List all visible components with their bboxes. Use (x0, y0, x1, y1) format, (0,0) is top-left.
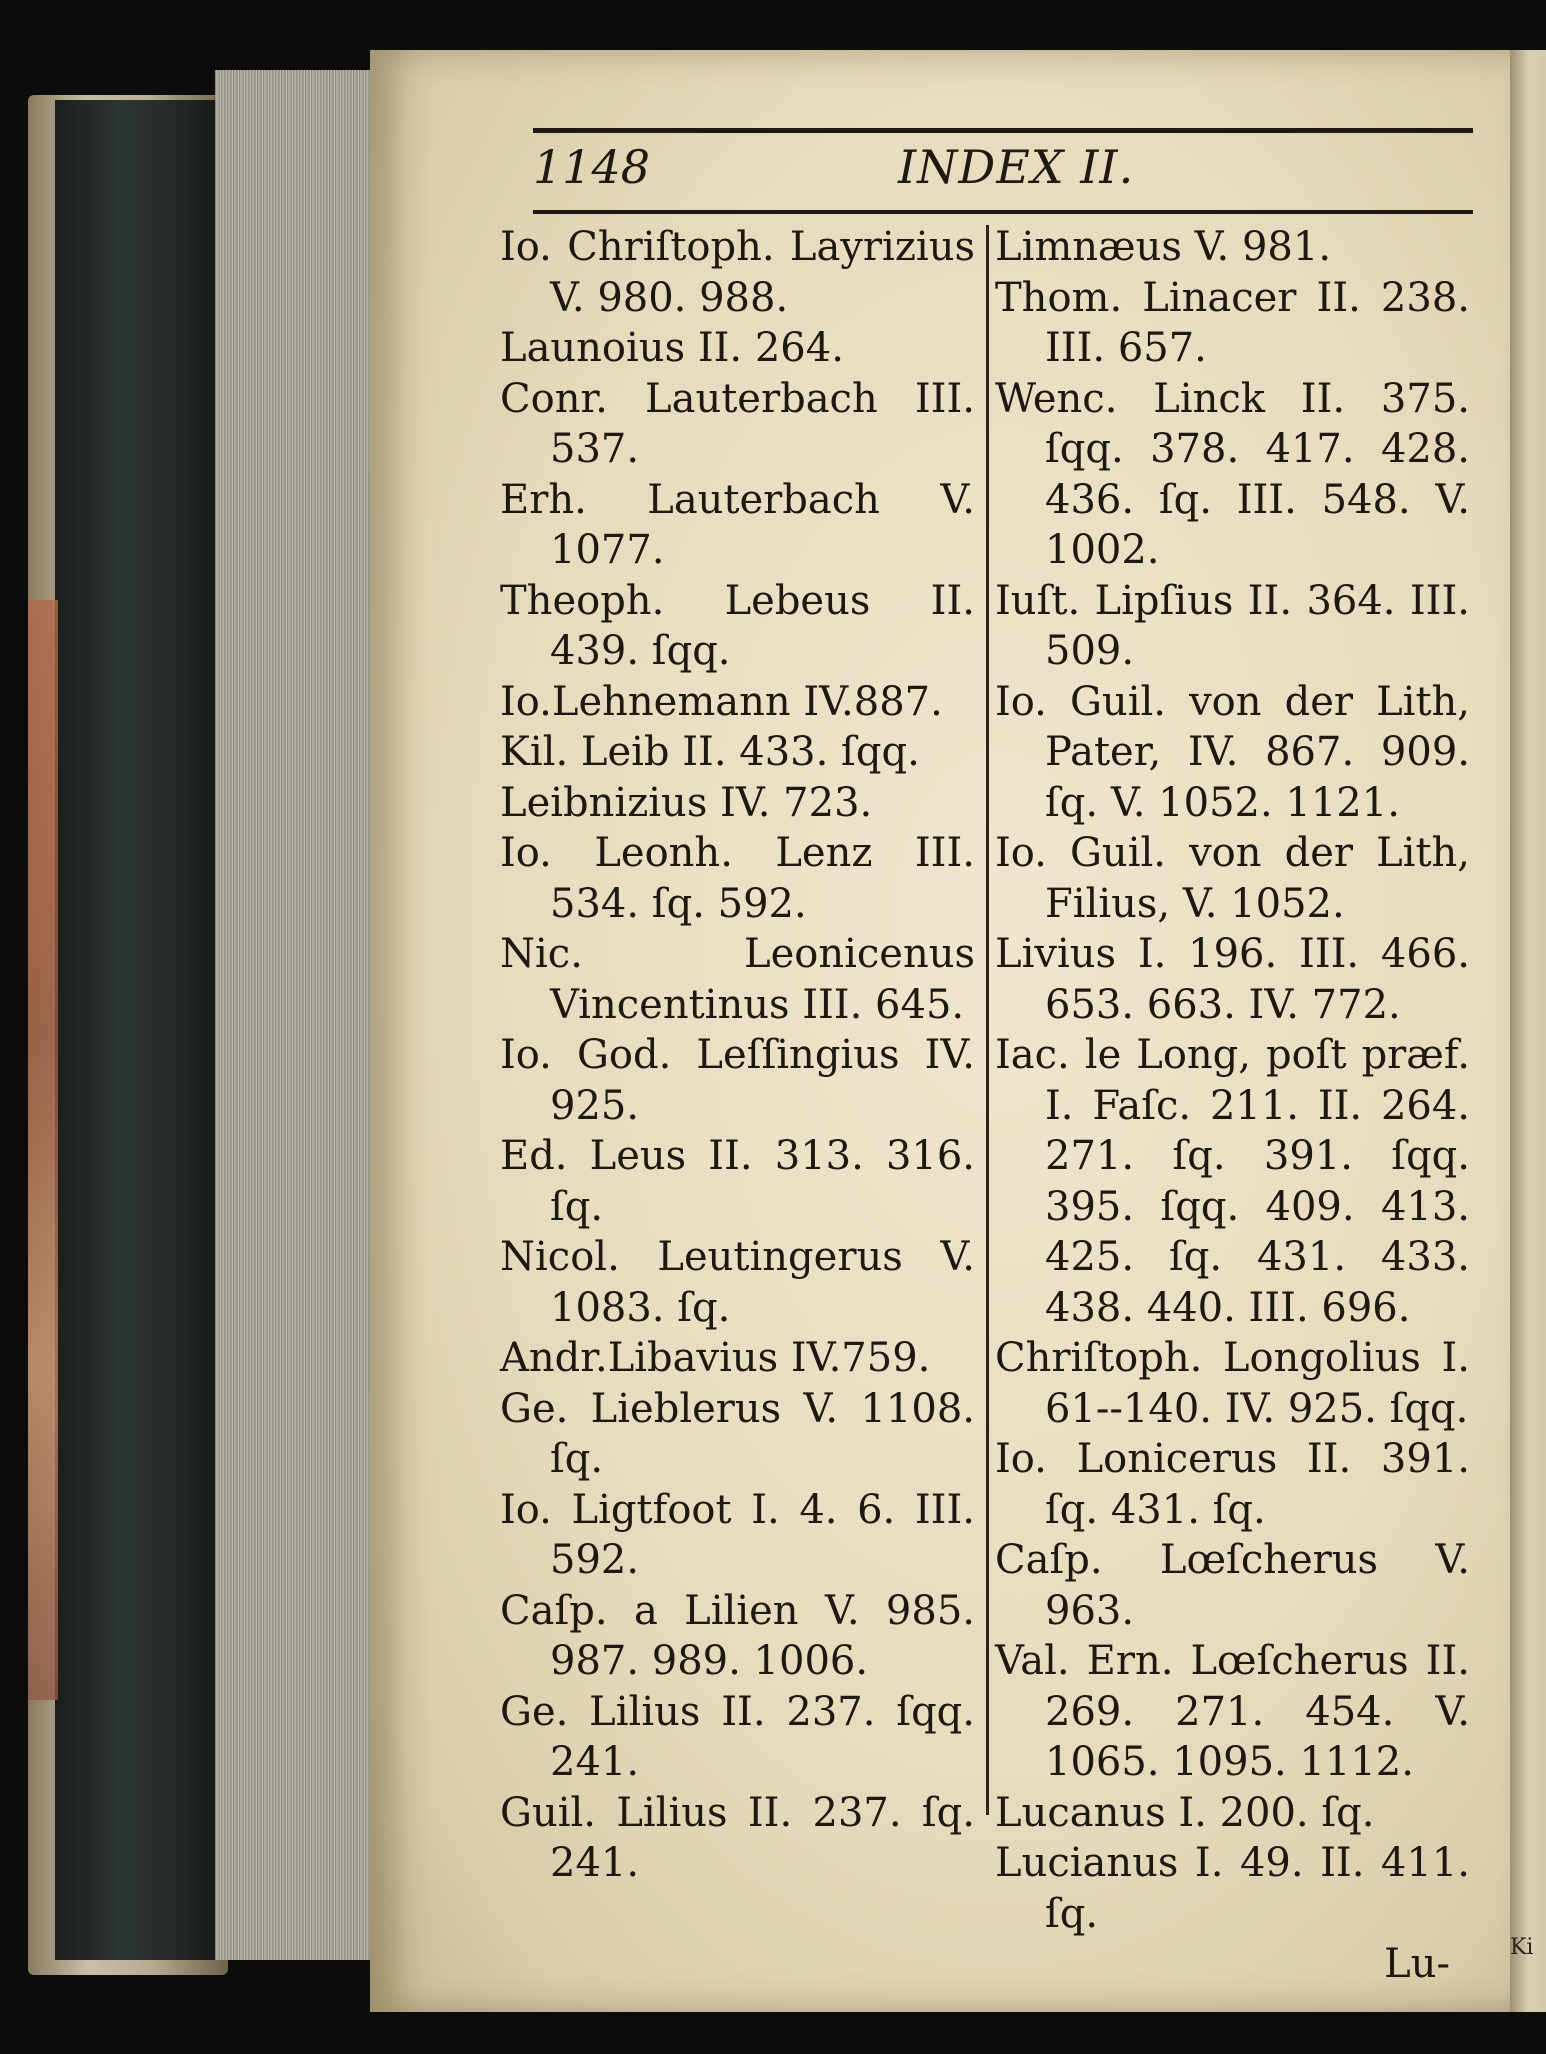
index-entry: Conr. Lauterbach III. 537. (500, 375, 975, 472)
index-entry: Wenc. Linck II. 375. ſqq. 378. 417. 428. 436. ſq. III. 548. V. 1002. (995, 375, 1470, 573)
index-entry: Io. Guil. von der Lith, Filius, V. 1052. (995, 830, 1470, 927)
index-entry: Io. Guil. von der Lith, Pater, IV. 867. 909. ſq. V. 1052. 1121. (995, 678, 1470, 826)
index-entry: Leibnizius IV. 723. (500, 779, 873, 826)
index-entry: Io. Leonh. Lenz III. 534. ſq. 592. (500, 830, 975, 927)
spine-stain (28, 600, 58, 1700)
index-column-right (995, 222, 1470, 1990)
header-rule (533, 210, 1473, 214)
index-entry: Lucianus I. 49. II. 411. ſq. (995, 1840, 1470, 1937)
index-entry: Kil. Leib II. 433. ſqq. (500, 729, 920, 775)
page-header (533, 140, 1473, 200)
index-entry: Erh. Lauterbach V. 1077. (500, 476, 975, 573)
facing-page-fragment: Ki (1510, 1935, 1534, 1960)
index-entry: Chriſtoph. Longolius I. 61--140. IV. 925. ſqq. (995, 1335, 1470, 1432)
page-number: 1148 (533, 140, 651, 194)
index-entry: Guil. Lilius II. 237. ſq. 241. (500, 1789, 975, 1886)
index-entry: Io. Ligtfoot I. 4. 6. III. 592. (500, 1486, 975, 1583)
catchword: Lu- (1384, 1941, 1450, 1987)
page-title: INDEX II. (898, 140, 1135, 194)
index-entry: Caſp. a Lilien V. 985. 987. 989. 1006. (500, 1587, 975, 1684)
book-spine (55, 100, 220, 1960)
index-entry: Val. Ern. Lœſcherus II. 269. 271. 454. V. 1065. 1095. 1112. (995, 1638, 1470, 1785)
index-entry: Io.Lehnemann IV.887. (500, 678, 943, 725)
index-entry: Iuſt. Lipſius II. 364. III. 509. (995, 577, 1470, 674)
index-entry: Io. God. Leſſingius IV. 925. (500, 1032, 975, 1129)
index-entry: Ge. Lilius II. 237. ſqq. 241. (500, 1688, 975, 1785)
index-entry: Caſp. Lœſcherus V. 963. (995, 1537, 1470, 1634)
index-entry: Theoph. Lebeus II. 439. ſqq. (500, 577, 975, 674)
column-divider (986, 225, 989, 1815)
index-entry: Nicol. Leutingerus V. 1083. ſq. (500, 1234, 975, 1331)
index-entry: Iac. le Long, poſt præf. I. Faſc. 211. II. 264. 271. ſq. 391. ſqq. 395. ſqq. 409. 413. 425. ſq. 431. 433. 438. 440. III. 696. (995, 1032, 1470, 1331)
index-entry: Andr.Libavius IV.759. (500, 1335, 931, 1381)
index-entry: Io. Lonicerus II. 391. ſq. 431. ſq. (995, 1436, 1470, 1533)
index-entry: Ge. Lieblerus V. 1108. ſq. (500, 1385, 975, 1482)
index-entry: Launoius II. 264. (500, 325, 844, 371)
index-entry: Io. Chriſtoph. Layrizius V. 980. 988. (500, 224, 975, 321)
index-entry: Ed. Leus II. 313. 316. ſq. (500, 1133, 975, 1230)
page-edges (215, 70, 375, 1960)
index-entry: Livius I. 196. III. 466. 653. 663. IV. 772. (995, 931, 1470, 1028)
index-entry: Nic. Leonicenus Vincentinus III. 645. (500, 931, 975, 1028)
index-entry: Limnæus V. 981. (995, 224, 1332, 270)
facing-page-edge (1505, 50, 1546, 2012)
index-column-left (500, 222, 975, 1889)
index-entry: Lucanus I. 200. ſq. (995, 1789, 1375, 1836)
index-entry: Thom. Linacer II. 238. III. 657. (995, 274, 1470, 371)
top-rule (533, 128, 1473, 133)
